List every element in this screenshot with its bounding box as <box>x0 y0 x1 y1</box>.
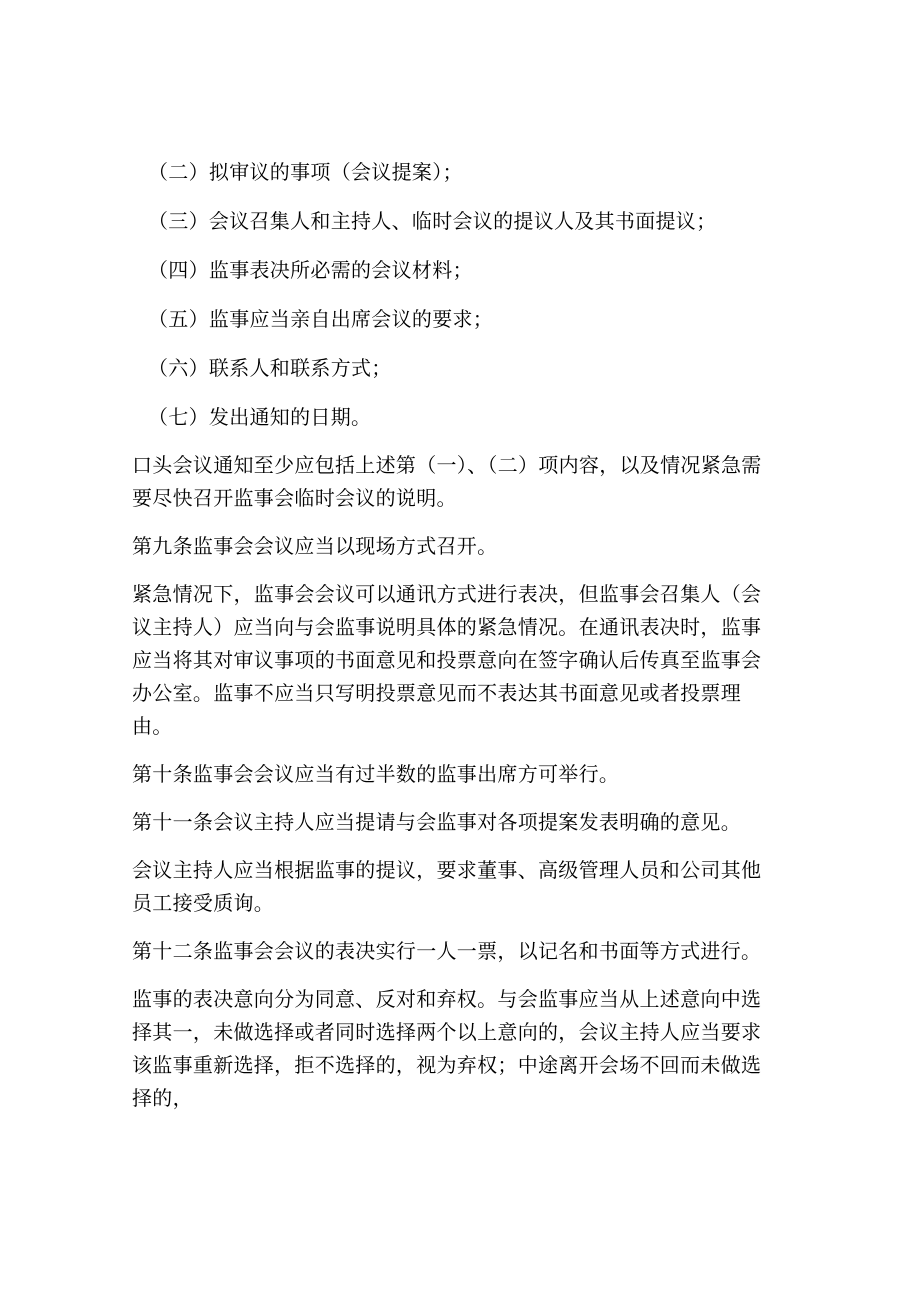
list-item-7: （七）发出通知的日期。 <box>148 405 372 429</box>
paragraph-emergency-voting: 紧急情况下，监事会会议可以通讯方式进行表决，但监事会召集人（会议主持人）应当向与会监事说明具体的紧急情况。在通讯表决时，监事应当将其对审议事项的书面意见和投票意向在签字确认后传真至监事会办公室。监事不应当只写明投票意见而不表达其书面意见或者投票理由。 <box>132 582 762 738</box>
document-body <box>132 156 780 1130</box>
paragraph-voting-intentions: 监事的表决意向分为同意、反对和弃权。与会监事应当从上述意向中选择其一，未做选择或者同时选择两个以上意向的，会议主持人应当要求该监事重新选择，拒不选择的，视为弃权；中途离开会场不回而未做选择的， <box>132 987 762 1110</box>
list-item-4: （四）监事表决所必需的会议材料； <box>148 258 473 282</box>
paragraph-article-9: 第九条监事会会议应当以现场方式召开。 <box>132 534 498 558</box>
paragraph-article-12: 第十二条监事会会议的表决实行一人一票，以记名和书面等方式进行。 <box>132 939 762 963</box>
paragraph-article-11: 第十一条会议主持人应当提请与会监事对各项提案发表明确的意见。 <box>132 810 741 834</box>
list-item-3: （三）会议召集人和主持人、临时会议的提议人及其书面提议； <box>148 209 717 233</box>
list-item-2: （二）拟审议的事项（会议提案）； <box>148 160 463 184</box>
list-item-6: （六）联系人和联系方式； <box>148 356 392 380</box>
paragraph-inquiry: 会议主持人应当根据监事的提议，要求董事、高级管理人员和公司其他员工接受质询。 <box>132 858 762 915</box>
list-item-5: （五）监事应当亲自出席会议的要求； <box>148 307 494 331</box>
paragraph-article-10: 第十条监事会会议应当有过半数的监事出席方可举行。 <box>132 762 620 786</box>
paragraph-oral-notice: 口头会议通知至少应包括上述第（一）、（二）项内容，以及情况紧急需要尽快召开监事会临时会议的说明。 <box>132 453 762 510</box>
